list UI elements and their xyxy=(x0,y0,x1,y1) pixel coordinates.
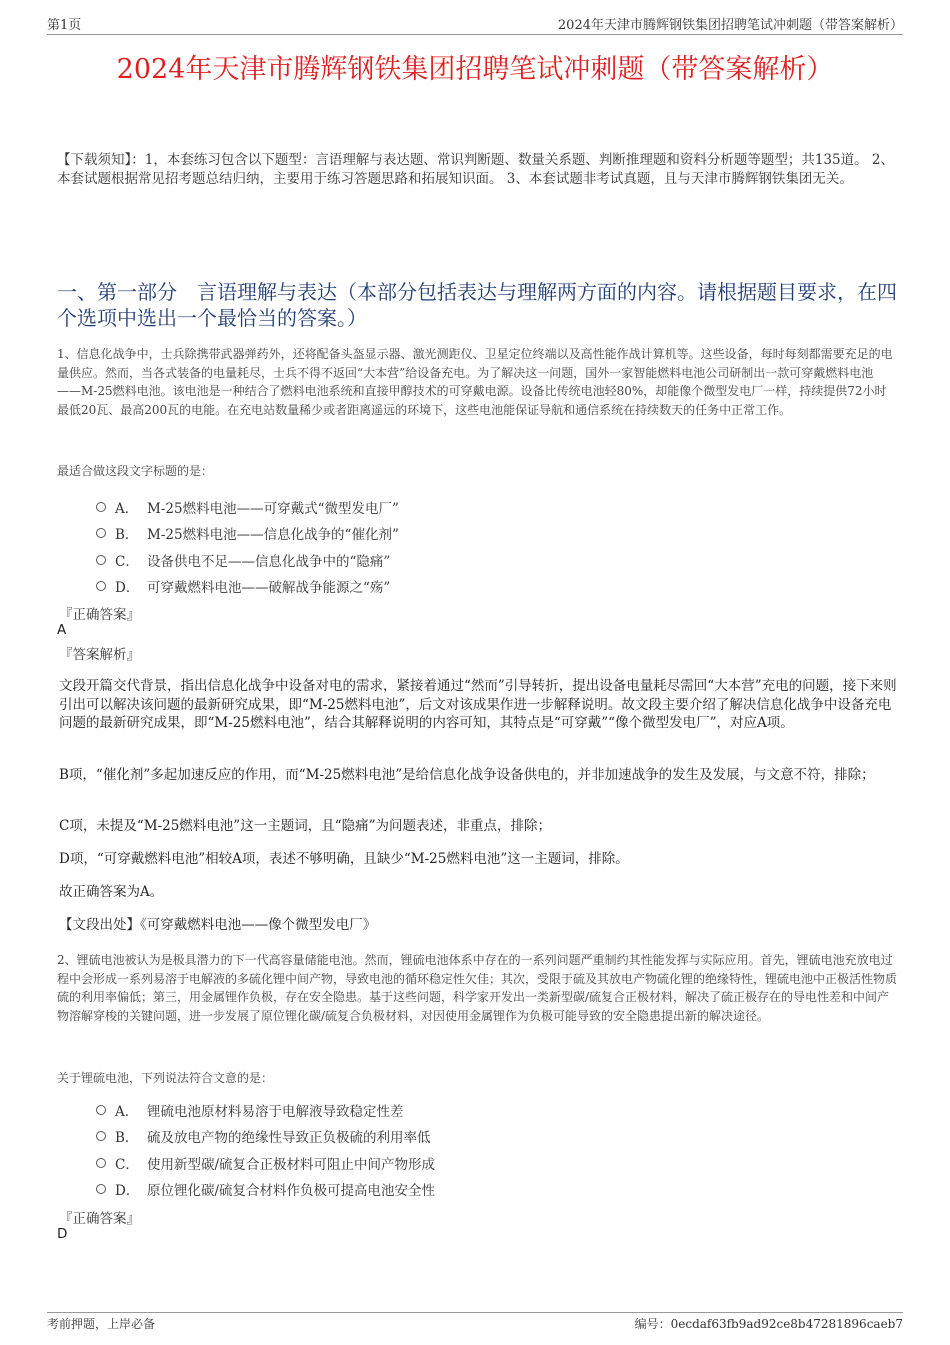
q2-option-d[interactable]: D． 原位锂化碳/硫复合材料作负极可提高电池安全性 xyxy=(96,1176,435,1202)
q1-option-d[interactable]: D． 可穿戴燃料电池——破解战争能源之“殇” xyxy=(96,573,399,599)
q2-answer: D xyxy=(57,1226,68,1242)
q1-analysis-paragraph: C项，未提及“M-25燃料电池”这一主题词，且“隐痛”为问题表述，非重点，排除； xyxy=(59,818,551,834)
page-header xyxy=(47,14,903,35)
radio-icon[interactable] xyxy=(96,555,106,565)
radio-icon[interactable] xyxy=(96,1184,106,1194)
q1-option-a[interactable]: A． M-25燃料电池——可穿戴式“微型发电厂” xyxy=(96,494,399,520)
q1-answer-label: 『正确答案』 xyxy=(59,607,140,623)
section-heading: 一、第一部分 言语理解与表达（本部分包括表达与理解两方面的内容。请根据题目要求，在四个选项中选出一个最恰当的答案。） xyxy=(57,280,897,330)
q1-source: 【文段出处】《可穿戴燃料电池——像个微型发电厂》 xyxy=(59,917,377,933)
q2-answer-label: 『正确答案』 xyxy=(59,1211,140,1227)
q2-option-b[interactable]: B． 硫及放电产物的绝缘性导致正负极硫的利用率低 xyxy=(96,1123,435,1149)
radio-icon[interactable] xyxy=(96,1131,106,1141)
page-footer xyxy=(47,1312,903,1332)
q1-question: 最适合做这段文字标题的是： xyxy=(57,464,214,478)
radio-icon[interactable] xyxy=(96,581,106,591)
q2-question: 关于锂硫电池，下列说法符合文意的是： xyxy=(57,1071,274,1085)
q1-analysis-paragraph: D项，“可穿戴燃料电池”相较A项，表述不够明确，且缺少“M-25燃料电池”这一主题词，排除。 xyxy=(59,851,629,867)
footer-slogan: 考前押题，上岸必备 xyxy=(47,1317,156,1331)
q2-options xyxy=(96,1097,435,1202)
radio-icon[interactable] xyxy=(96,502,106,512)
header-doc-title: 2024年天津市腾辉钢铁集团招聘笔试冲刺题（带答案解析） xyxy=(557,18,903,33)
page-title: 2024年天津市腾辉钢铁集团招聘笔试冲刺题（带答案解析） xyxy=(116,54,834,85)
radio-icon[interactable] xyxy=(96,1105,106,1115)
footer-doc-id: 编号：0ecdaf63fb9ad92ce8b47281896caeb7 xyxy=(634,1317,903,1331)
q1-analysis-label: 『答案解析』 xyxy=(59,647,140,663)
q1-analysis-paragraph: 文段开篇交代背景，指出信息化战争中设备对电的需求，紧接着通过“然而”引导转折，提出设备电量耗尽需回“大本营”充电的问题，接下来则引出可以解决该问题的最新研究成果，即“M-25燃料电池”，后文对该成果作进一步解释说明。故文段主要介绍了解决信息化战争中设备充电问题的最新研究成果，即“M-25燃料电池”，结合其解释说明的内容可知，其特点是“可穿戴”“像个微型发电厂”，对应A项。 xyxy=(59,678,897,731)
q1-options xyxy=(96,494,399,599)
q1-analysis-paragraph: B项，“催化剂”多起加速反应的作用，而“M-25燃料电池”是给信息化战争设备供电的，并非加速战争的发生及发展，与文意不符，排除； xyxy=(59,767,875,783)
page-number: 第1页 xyxy=(47,18,82,33)
q1-analysis-conclusion: 故正确答案为A。 xyxy=(59,884,164,900)
q1-passage: 1、信息化战争中，士兵除携带武器弹药外，还将配备头盔显示器、激光测距仪、卫星定位终端以及高性能作战计算机等。这些设备，每时每刻都需要充足的电量供应。然而，当各式装备的电量耗尽，士兵不得不返回“大本营”给设备充电。为了解决这一问题，国外一家智能燃料电池公司研制出一款可穿戴燃料电池——M-25燃料电池。该电池是一种结合了燃料电池系统和直接甲醇技术的可穿戴电源。设备比传统电池轻80%，却能像个微型发电厂一样，持续提供72小时最低20瓦、最高200瓦的电能。在充电站数量稀少或者距离遥远的环境下，这些电池能保证导航和通信系统在持续数天的任务中正常工作。 xyxy=(57,347,893,417)
q2-option-a[interactable]: A． 锂硫电池原材料易溶于电解液导致稳定性差 xyxy=(96,1097,435,1123)
download-notice: 【下载须知】：1，本套练习包含以下题型：言语理解与表达题、常识判断题、数量关系题、判断推理题和资料分析题等题型；共135道。 2、本套试题根据常见招考题总结归纳，主要用于练习答题思路和拓展知识面。 3、本套试题非考试真题，且与天津市腾辉钢铁集团无关。 xyxy=(57,152,894,187)
q1-answer: A xyxy=(57,622,67,638)
q2-option-c[interactable]: C． 使用新型碳/硫复合正极材料可阻止中间产物形成 xyxy=(96,1150,435,1176)
q2-passage: 2、锂硫电池被认为是极具潜力的下一代高容量储能电池。然而，锂硫电池体系中存在的一系列问题严重制约其性能发挥与实际应用。首先，锂硫电池充放电过程中会形成一系列易溶于电解液的多硫化锂中间产物，导致电池的循环稳定性欠佳；其次，受限于硫及其放电产物硫化锂的绝缘特性，锂硫电池中正极活性物质硫的利用率偏低；第三，用金属锂作负极，存在安全隐患。基于这些问题，科学家开发出一类新型碳/硫复合正极材料，解决了硫正极存在的导电性差和中间产物溶解穿梭的关键问题，进一步发展了原位锂化碳/硫复合负极材料，对因使用金属锂作为负极可能导致的安全隐患提出新的解决途径。 xyxy=(57,953,898,1023)
radio-icon[interactable] xyxy=(96,1158,106,1168)
radio-icon[interactable] xyxy=(96,528,106,538)
q1-option-c[interactable]: C． 设备供电不足——信息化战争中的“隐痛” xyxy=(96,547,399,573)
q1-option-b[interactable]: B． M-25燃料电池——信息化战争的“催化剂” xyxy=(96,520,399,546)
